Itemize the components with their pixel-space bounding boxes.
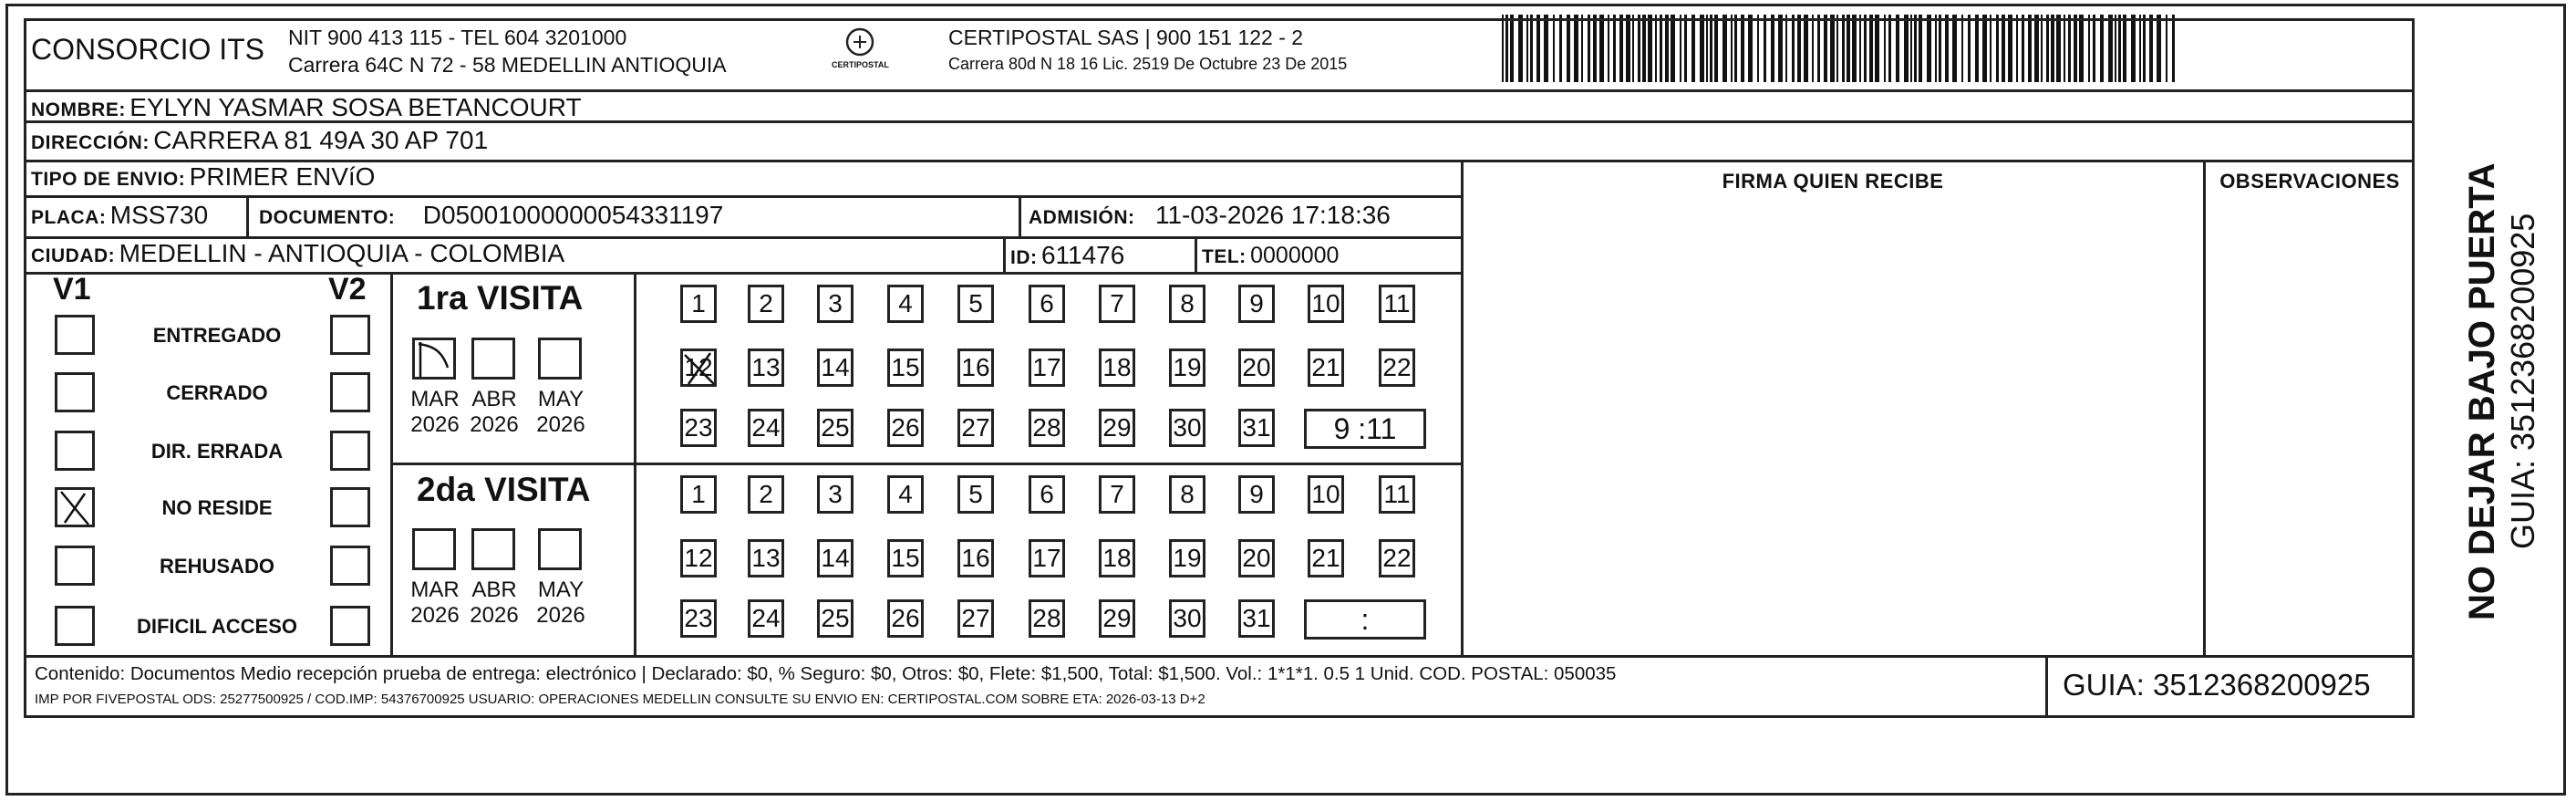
side-guia: GUIA: 3512368200925 xyxy=(2504,213,2541,549)
time-box[interactable]: 9 :11 xyxy=(1304,409,1426,449)
status-label: DIR. ERRADA xyxy=(150,440,284,463)
contenido-text: Contenido: Documentos Medio recepción prueba de entrega: electrónico | Declarado: $0, % Seguro: $0, Otros: $0, Flete: $1,500, Total: $1,500. Vol.: 1*1*1. 0.5 1 Unid. COD. POSTAL: 050035 xyxy=(35,663,1617,684)
month-label xyxy=(529,387,593,438)
direccion-value: CARRERA 81 49A 30 AP 701 xyxy=(153,126,489,154)
month-name: MAR xyxy=(410,387,460,411)
day-box[interactable]: 24 xyxy=(748,409,784,447)
documento-value: D05001000000054331197 xyxy=(422,201,724,229)
observaciones-header: OBSERVACIONES xyxy=(2219,170,2400,192)
day-box[interactable]: 12 xyxy=(680,539,717,577)
month-checkbox[interactable] xyxy=(471,528,515,570)
day-box[interactable]: 16 xyxy=(957,539,994,577)
day-box[interactable]: 13 xyxy=(748,348,784,387)
month-year: 2026 xyxy=(536,412,585,437)
nombre-value: EYLYN YASMAR SOSA BETANCOURT xyxy=(129,93,582,121)
day-box[interactable] xyxy=(680,348,717,387)
v2-checkbox[interactable] xyxy=(330,606,370,646)
month-checkbox[interactable] xyxy=(538,338,582,380)
day-box[interactable]: 10 xyxy=(1308,285,1344,323)
day-box[interactable]: 6 xyxy=(1029,475,1065,514)
day-box[interactable]: 5 xyxy=(957,285,994,323)
day-box[interactable]: 25 xyxy=(817,599,853,638)
v1-label: V1 xyxy=(53,272,91,307)
documento-label: DOCUMENTO: xyxy=(259,207,396,228)
day-box[interactable]: 30 xyxy=(1169,409,1205,447)
month-year: 2026 xyxy=(536,603,585,628)
day-box[interactable]: 7 xyxy=(1099,475,1135,514)
day-box[interactable]: 16 xyxy=(957,348,994,387)
ciudad-label: CIUDAD: xyxy=(31,245,116,266)
certi-address: Carrera 80d N 18 16 Lic. 2519 De Octubre 23 De 2015 xyxy=(948,55,1348,73)
day-box[interactable]: 1 xyxy=(680,475,717,514)
time-box[interactable]: : xyxy=(1304,599,1426,640)
nit-line: NIT 900 413 115 - TEL 604 3201000 xyxy=(288,26,627,49)
month-name: MAY xyxy=(537,577,585,602)
v2-checkbox[interactable] xyxy=(330,372,370,412)
day-box[interactable]: 22 xyxy=(1379,348,1415,387)
tipo-envio-value: PRIMER ENVíO xyxy=(189,162,376,191)
day-box[interactable]: 15 xyxy=(887,539,924,577)
month-name: MAY xyxy=(537,387,585,411)
v1-checkbox[interactable] xyxy=(55,431,95,471)
month-year: 2026 xyxy=(410,412,460,437)
day-box[interactable]: 21 xyxy=(1308,539,1344,577)
tipo-envio-label: TIPO DE ENVIO: xyxy=(31,169,186,190)
month-name: MAR xyxy=(410,577,460,602)
v2-checkbox[interactable] xyxy=(330,431,370,471)
v2-label: V2 xyxy=(328,272,367,307)
day-box[interactable]: 27 xyxy=(957,599,994,638)
status-label: REHUSADO xyxy=(160,555,274,577)
day-box[interactable]: 18 xyxy=(1099,539,1135,577)
day-box[interactable]: 20 xyxy=(1238,539,1275,577)
placa-label: PLACA: xyxy=(31,207,107,228)
day-box[interactable]: 31 xyxy=(1238,409,1275,447)
month-label xyxy=(529,577,593,629)
day-box[interactable]: 25 xyxy=(817,409,853,447)
day-box[interactable]: 27 xyxy=(957,409,994,447)
day-box[interactable]: 29 xyxy=(1099,409,1135,447)
v2-checkbox[interactable] xyxy=(330,315,370,355)
first-visit-title: 1ra VISITA xyxy=(417,279,584,317)
day-box[interactable]: 2 xyxy=(748,475,784,514)
month-label xyxy=(462,387,526,438)
ciudad-value: MEDELLIN - ANTIOQUIA - COLOMBIA xyxy=(119,239,565,267)
day-box[interactable]: 20 xyxy=(1238,348,1275,387)
day-box[interactable]: 2 xyxy=(748,285,784,323)
check-mark-icon xyxy=(415,340,455,379)
day-box[interactable]: 14 xyxy=(817,348,853,387)
day-box[interactable]: 28 xyxy=(1029,599,1065,638)
firma-header: FIRMA QUIEN RECIBE xyxy=(1722,170,1944,192)
tel-value: 0000000 xyxy=(1250,243,1340,268)
admision-value: 11-03-2026 17:18:36 xyxy=(1154,201,1391,229)
imp-text: IMP POR FIVEPOSTAL ODS: 25277500925 / COD.IMP: 54376700925 USUARIO: OPERACIONES MEDELLIN CONSULTE SU ENVIO EN: CERTIPOSTAL.COM SOBRE ETA: 2026-03-13 D+2 xyxy=(35,692,1205,707)
day-box[interactable]: 8 xyxy=(1169,285,1205,323)
x-mark-icon xyxy=(57,490,94,526)
month-checkbox[interactable] xyxy=(412,338,456,380)
month-checkbox[interactable] xyxy=(471,338,515,380)
day-box[interactable]: 19 xyxy=(1169,348,1205,387)
day-box[interactable]: 9 xyxy=(1238,475,1275,514)
v1-checkbox[interactable] xyxy=(55,315,95,355)
v1-checkbox[interactable] xyxy=(55,372,95,412)
tel-label: TEL: xyxy=(1202,246,1247,267)
day-box[interactable]: 26 xyxy=(887,599,924,638)
day-box[interactable]: 5 xyxy=(957,475,994,514)
day-box[interactable]: 18 xyxy=(1099,348,1135,387)
month-name: ABR xyxy=(471,387,517,411)
day-box[interactable]: 21 xyxy=(1308,348,1344,387)
day-box[interactable]: 4 xyxy=(887,475,924,514)
second-visit-title: 2da VISITA xyxy=(417,471,591,508)
status-label: DIFICIL ACCESO xyxy=(136,615,297,638)
day-box[interactable]: 28 xyxy=(1029,409,1065,447)
day-box[interactable]: 14 xyxy=(817,539,853,577)
status-label: CERRADO xyxy=(166,381,268,404)
day-box[interactable]: 17 xyxy=(1029,539,1065,577)
company-name: CONSORCIO ITS xyxy=(31,33,265,66)
id-label: ID: xyxy=(1010,247,1038,268)
placa-value: MSS730 xyxy=(109,201,209,229)
month-year: 2026 xyxy=(470,412,519,437)
admision-label: ADMISIÓN: xyxy=(1029,207,1135,228)
day-box[interactable]: 22 xyxy=(1379,539,1415,577)
logo-text: CERTIPOSTAL xyxy=(832,60,889,69)
day-number: 12 xyxy=(684,353,713,381)
v2-checkbox[interactable] xyxy=(330,546,370,586)
x-mark-icon xyxy=(683,351,716,386)
month-checkbox[interactable] xyxy=(412,528,456,570)
month-year: 2026 xyxy=(410,603,460,628)
form-frame xyxy=(24,18,2415,718)
direccion-label: DIRECCIÓN: xyxy=(31,132,150,153)
v2-checkbox[interactable] xyxy=(330,487,370,527)
v1-checkbox[interactable] xyxy=(55,606,95,646)
day-box[interactable]: 31 xyxy=(1238,599,1275,638)
day-box[interactable]: 11 xyxy=(1379,475,1415,514)
nombre-label: NOMBRE: xyxy=(31,99,126,120)
day-box[interactable]: 23 xyxy=(680,599,717,638)
certi-line: CERTIPOSTAL SAS | 900 151 122 - 2 xyxy=(948,26,1304,49)
day-box[interactable]: 10 xyxy=(1308,475,1344,514)
day-box[interactable]: 29 xyxy=(1099,599,1135,638)
day-box[interactable]: 7 xyxy=(1099,285,1135,323)
day-box[interactable]: 8 xyxy=(1169,475,1205,514)
day-box[interactable]: 6 xyxy=(1029,285,1065,323)
month-checkbox[interactable] xyxy=(538,528,582,570)
month-label xyxy=(403,577,467,629)
status-label: ENTREGADO xyxy=(152,324,282,347)
day-box[interactable]: 19 xyxy=(1169,539,1205,577)
month-year: 2026 xyxy=(470,603,519,628)
day-box[interactable]: 3 xyxy=(817,475,853,514)
month-label xyxy=(462,577,526,629)
day-box[interactable]: 3 xyxy=(817,285,853,323)
day-box[interactable]: 9 xyxy=(1238,285,1275,323)
v1-checkbox[interactable] xyxy=(55,487,95,527)
day-box[interactable]: 23 xyxy=(680,409,717,447)
id-value: 611476 xyxy=(1040,241,1125,269)
day-box[interactable]: 11 xyxy=(1379,285,1415,323)
day-box[interactable]: 4 xyxy=(887,285,924,323)
no-dejar-text: NO DEJAR BAJO PUERTA xyxy=(2462,162,2502,620)
day-box[interactable]: 1 xyxy=(680,285,717,323)
day-box[interactable]: 15 xyxy=(887,348,924,387)
day-box[interactable]: 17 xyxy=(1029,348,1065,387)
footer-guia: GUIA: 3512368200925 xyxy=(2063,668,2371,702)
status-label: NO RESIDE xyxy=(161,496,273,519)
address-line: Carrera 64C N 72 - 58 MEDELLIN ANTIOQUIA xyxy=(288,53,727,77)
day-box[interactable]: 30 xyxy=(1169,599,1205,638)
v1-checkbox[interactable] xyxy=(55,546,95,586)
day-box[interactable]: 24 xyxy=(748,599,784,638)
day-box[interactable]: 13 xyxy=(748,539,784,577)
day-box[interactable]: 26 xyxy=(887,409,924,447)
month-name: ABR xyxy=(471,577,517,602)
month-label xyxy=(403,387,467,438)
